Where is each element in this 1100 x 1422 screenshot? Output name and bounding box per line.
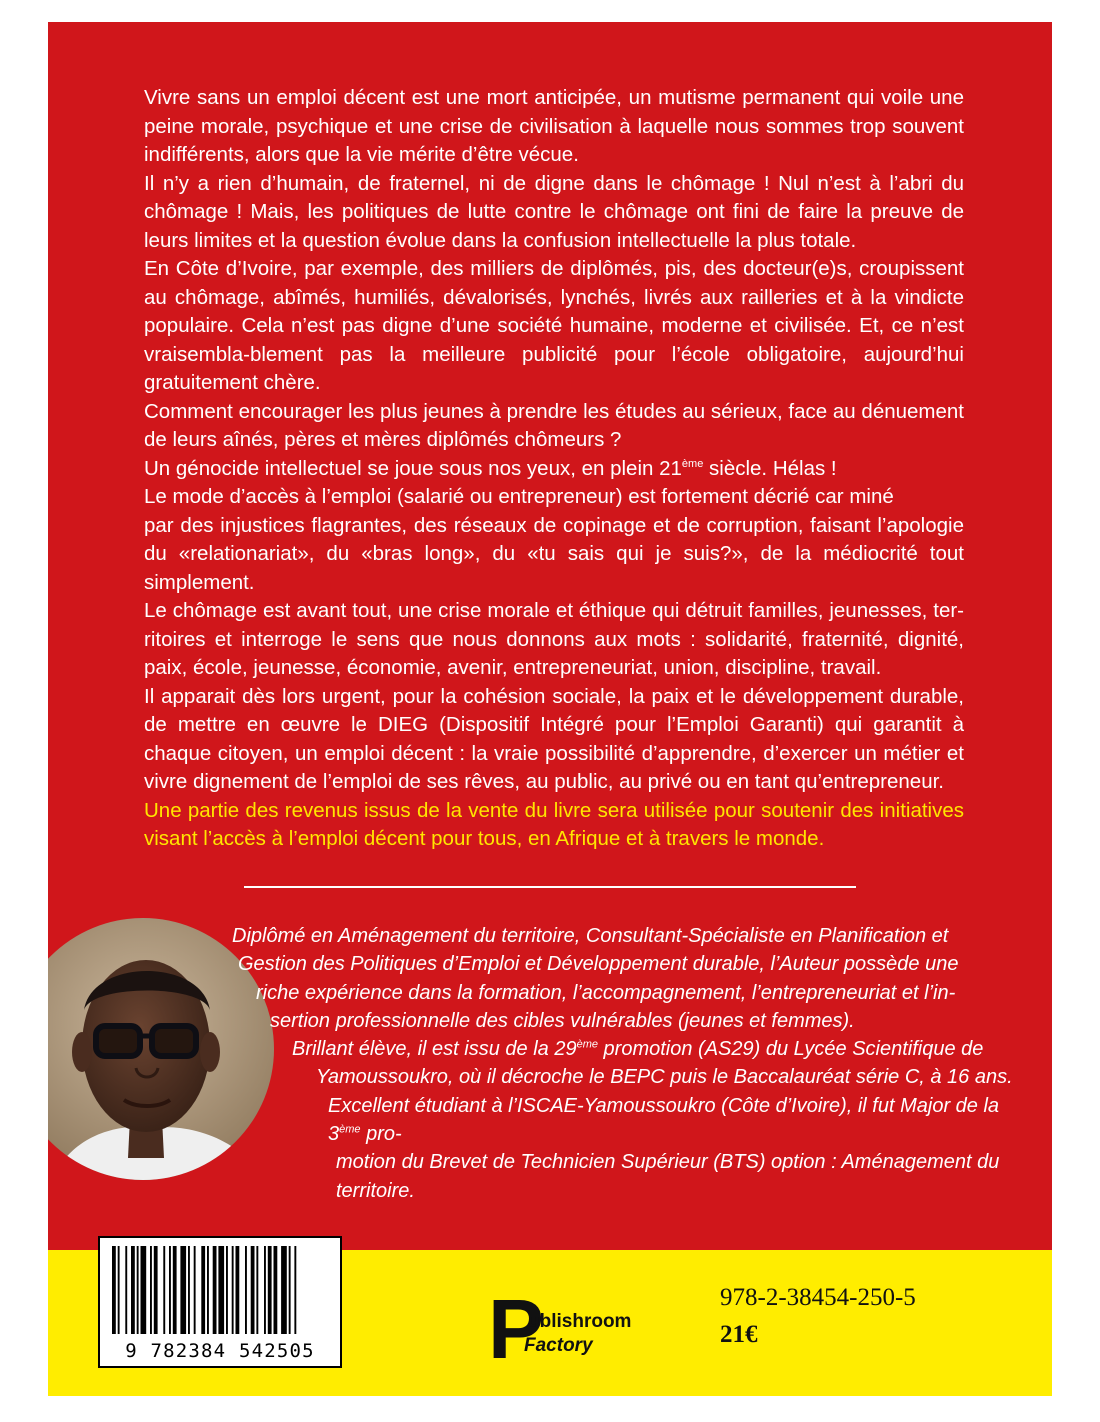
bio-line: Gestion des Politiques d’Emploi et Développement durable, l’Auteur possède une [238,953,959,976]
barcode [98,1236,342,1368]
bio-text-part: pro- [360,1123,402,1146]
barcode-bar [194,1246,196,1334]
book-back-cover [48,22,1052,1396]
barcode-bar [232,1246,234,1334]
bio-line: motion du Brevet de Technicien Supérieur (BTS) option : Aménagement du territoire. [336,1151,1000,1202]
barcode-bars-icon [100,1238,340,1338]
bio-line: sertion professionnelle des cibles vulnérables (jeunes et femmes). [270,1009,855,1032]
barcode-bar [226,1246,228,1334]
barcode-bar [173,1246,177,1334]
blurb-paragraph: Il n’y a rien d’humain, de fraternel, ni de digne dans le chômage ! Nul n’est à l’abri du chômage ! Mais, les politiques de lutte contre le chômage ont fini de faire la preuve de leurs limites et la question évolue dans la confusion intellectuelle la plus totale. [144,171,964,252]
barcode-bar [141,1246,147,1334]
bio-line: riche expérience dans la formation, l’accompagnement, l’entrepreneuriat et l’in- [256,981,956,1004]
blurb-text [144,84,964,854]
blurb-paragraph: Comment encourager les plus jeunes à prendre les études au sérieux, face au dénuement de leurs aînés, pères et mères diplômés chômeurs ? [144,399,964,451]
blurb-paragraph: Il apparait dès lors urgent, pour la cohésion sociale, la paix et le développement durable, de mettre en œuvre le DIEG (Dispositif Intégré pour l’Emploi Garanti) qui garantit à chaque citoyen, un emploi décent : la vraie possibilité d’apprendre, d’exercer un métier et vivre dignement de l’emploi de ses rêves, au public, au privé ou en tant qu’entrepreneur. [144,684,964,793]
barcode-bar [251,1246,255,1334]
author-bio [188,922,1018,1205]
barcode-bar [236,1246,240,1334]
price: 21€ [720,1321,758,1348]
bio-line: Yamoussoukro, où il décroche le BEPC puis le Baccalauréat série C, à 16 ans. [316,1066,1013,1089]
barcode-bar [274,1246,278,1334]
barcode-bar [118,1246,120,1334]
barcode-bar [264,1246,266,1334]
bio-text-part: promotion (AS29) du Lycée Scientifique de [598,1038,984,1061]
barcode-bar [207,1246,209,1334]
logo-word-publishroom: ublishroom [528,1311,632,1332]
bio-text-part: Excellent étudiant à l’ISCAE-Yamoussoukro (Côte d’Ivoire), il fut Major de la 3 [328,1094,1000,1146]
barcode-bar [213,1246,217,1334]
superscript: ème [339,1123,361,1136]
barcode-bar [154,1246,158,1334]
barcode-bar [281,1246,287,1334]
logo-letter: P [488,1282,545,1376]
barcode-bar [169,1246,171,1334]
barcode-bar [163,1246,165,1334]
isbn-number: 978-2-38454-250-5 [720,1284,916,1311]
blurb-text-part: Un génocide intellectuel se joue sous nos yeux, en plein 21 [144,456,682,480]
bio-line [188,1092,1018,1149]
divider-line [244,886,856,888]
barcode-bar [245,1246,247,1334]
blurb-highlight: Une partie des revenus issus de la vente du livre sera utilisée pour soutenir des initiatives visant l’accès à l’emploi décent pour tous, en Afrique et à travers le monde. [144,798,964,850]
logo-word-factory: Factory [524,1335,593,1356]
bio-text-part: Brillant élève, il est issu de la 29 [292,1038,577,1061]
barcode-bar [218,1246,224,1334]
bio-line: Diplômé en Aménagement du territoire, Consultant-Spécialiste en Planification et [232,925,949,947]
bio-line [188,1035,1018,1063]
barcode-bar [112,1246,116,1334]
barcode-bar [125,1246,127,1334]
publisher-logo [488,1282,638,1377]
blurb-text-part: siècle. Hélas ! [703,456,837,480]
superscript: ème [576,1038,598,1051]
barcode-bar [150,1246,152,1334]
superscript: ème [681,457,704,470]
barcode-bar [294,1246,296,1334]
blurb-paragraph: Vivre sans un emploi décent est une mort anticipée, un mutisme permanent qui voile une peine morale, psychique et une crise de civilisation à laquelle nous sommes trop souvent indifférents, alors que la vie mérite d’être vécue. [144,86,964,166]
barcode-bar [256,1246,258,1334]
blurb-paragraph: Le mode d’accès à l’emploi (salarié ou entrepreneur) est fortement décrié car miné [144,485,894,508]
barcode-bar [180,1246,186,1334]
barcode-bar [268,1246,272,1334]
barcode-digits: 9 782384 542505 [125,1340,315,1362]
blurb-paragraph: En Côte d’Ivoire, par exemple, des milliers de diplômés, pis, des docteur(e)s, croupissent au chômage, abîmés, humiliés, dévalorisés, lynchés, livrés aux railleries et à la vindicte populaire. Cela n’est pas digne d’une société humaine, moderne et civilisée. Et, ce n’est vraisembla-blement pas la meilleure publicité pour l’école obligatoire, aujourd’hui gratuitement chère. [144,257,964,394]
barcode-bar [289,1246,291,1334]
blurb-paragraph: par des injustices flagrantes, des réseaux de copinage et de corruption, faisant l’apologie du «relationariat», du «bras long», du «tu sais qui je suis?», de la médiocrité tout simplement. [144,513,964,594]
blurb-paragraph [144,455,964,484]
barcode-bar [131,1246,135,1334]
barcode-bar [188,1246,190,1334]
blurb-paragraph: Le chômage est avant tout, une crise morale et éthique qui détruit familles, jeunesses, ter-ritoires et interroge le sens que nous donnons aux mots : solidarité, fraternité, dignité, paix, école, jeunesse, économie, avenir, entrepreneuriat, union, discipline, travail. [144,599,964,679]
barcode-bar [137,1246,139,1334]
barcode-bar [201,1246,205,1334]
